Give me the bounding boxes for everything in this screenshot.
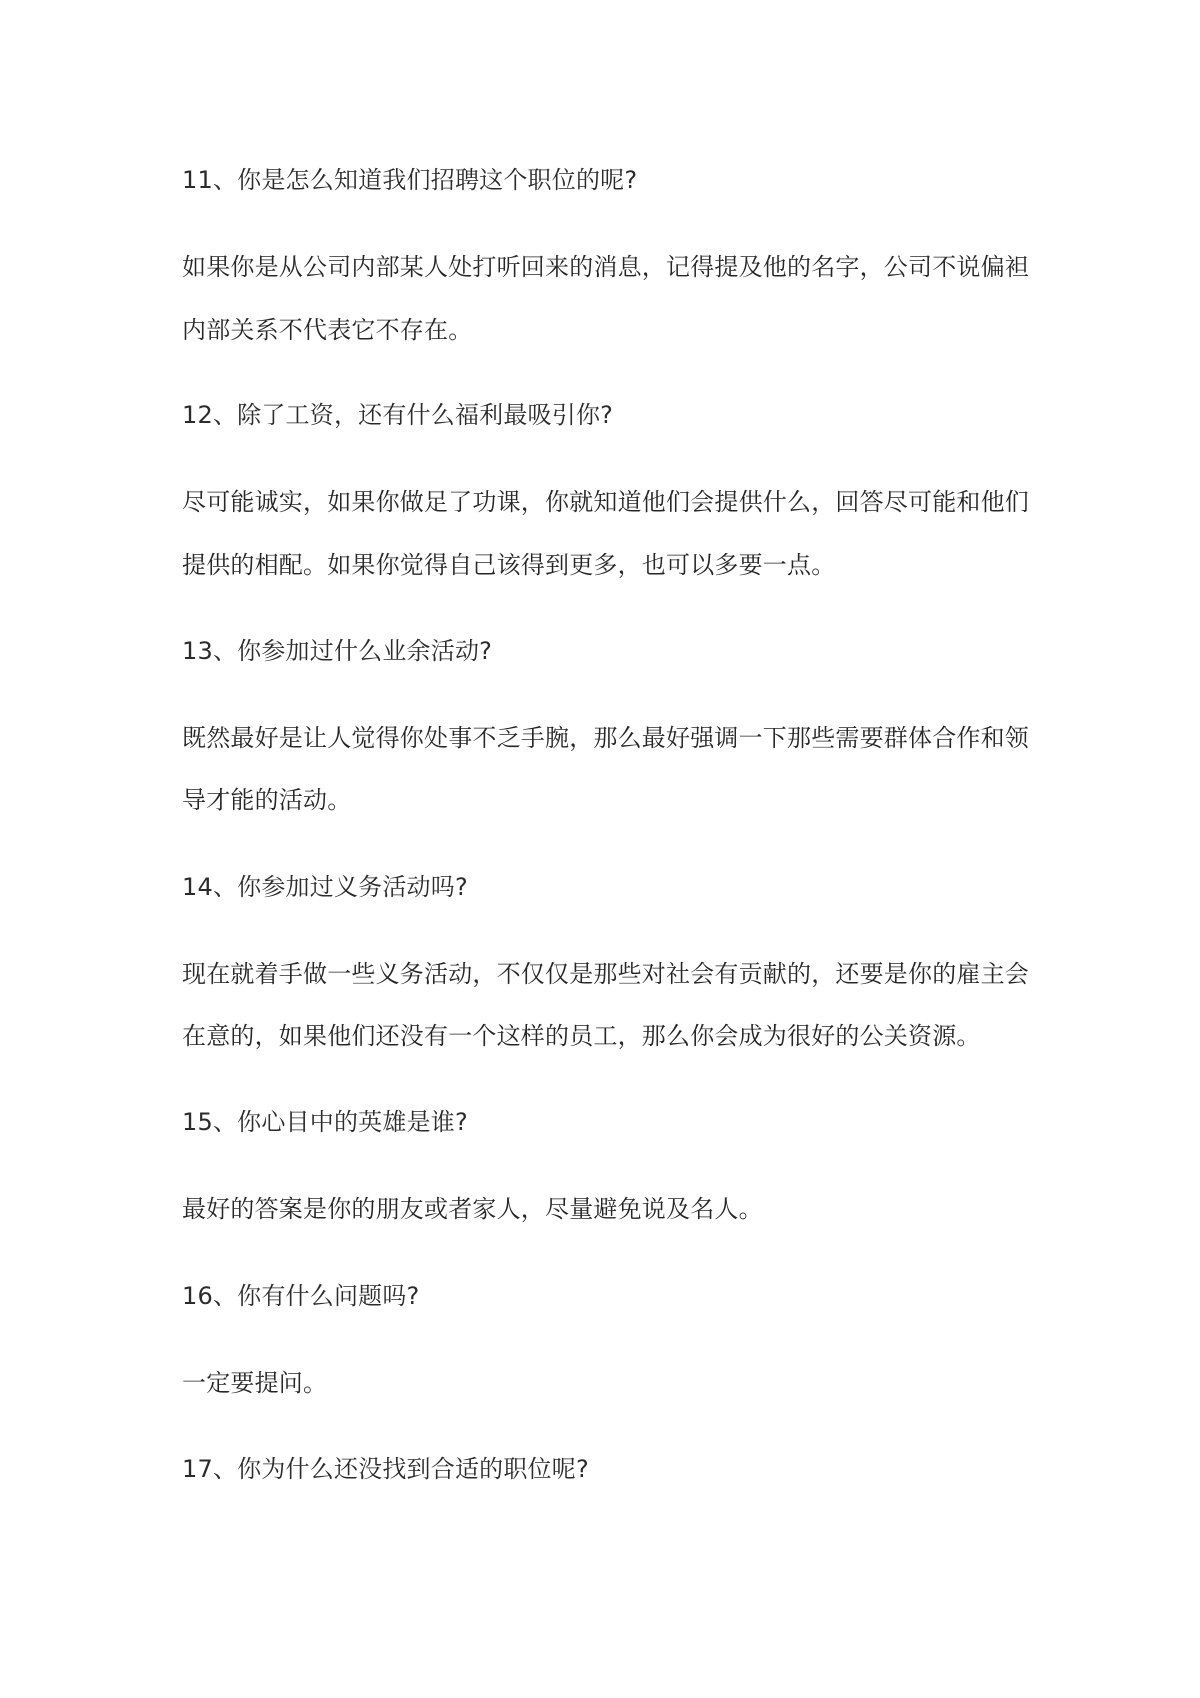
question-14: 14、你参加过义务活动吗? bbox=[182, 873, 468, 901]
question-12: 12、除了工资，还有什么福利最吸引你? bbox=[182, 401, 614, 429]
answer-14-line-2: 在意的，如果他们还没有一个这样的员工，那么你会成为很好的公关资源。 bbox=[182, 1022, 981, 1050]
answer-16-line-1: 一定要提问。 bbox=[182, 1369, 328, 1397]
answer-15-line-1: 最好的答案是你的朋友或者家人，尽量避免说及名人。 bbox=[182, 1195, 763, 1223]
answer-12-line-2: 提供的相配。如果你觉得自己该得到更多，也可以多要一点。 bbox=[182, 551, 836, 579]
question-11: 11、你是怎么知道我们招聘这个职位的呢? bbox=[182, 166, 638, 194]
question-15: 15、你心目中的英雄是谁? bbox=[182, 1108, 468, 1136]
answer-12-line-1: 尽可能诚实，如果你做足了功课，你就知道他们会提供什么，回答尽可能和他们 bbox=[182, 488, 1029, 516]
answer-13-line-2: 导才能的活动。 bbox=[182, 786, 352, 814]
answer-13-line-1: 既然最好是让人觉得你处事不乏手腕，那么最好强调一下那些需要群体合作和领 bbox=[182, 724, 1029, 752]
answer-14-line-1: 现在就着手做一些义务活动，不仅仅是那些对社会有贡献的，还要是你的雇主会 bbox=[182, 960, 1029, 988]
answer-11-line-1: 如果你是从公司内部某人处打听回来的消息，记得提及他的名字，公司不说偏袒 bbox=[182, 253, 1029, 281]
question-16: 16、你有什么问题吗? bbox=[182, 1282, 420, 1310]
answer-11-line-2: 内部关系不代表它不存在。 bbox=[182, 316, 473, 344]
question-17: 17、你为什么还没找到合适的职位呢? bbox=[182, 1455, 589, 1483]
question-13: 13、你参加过什么业余活动? bbox=[182, 637, 493, 665]
